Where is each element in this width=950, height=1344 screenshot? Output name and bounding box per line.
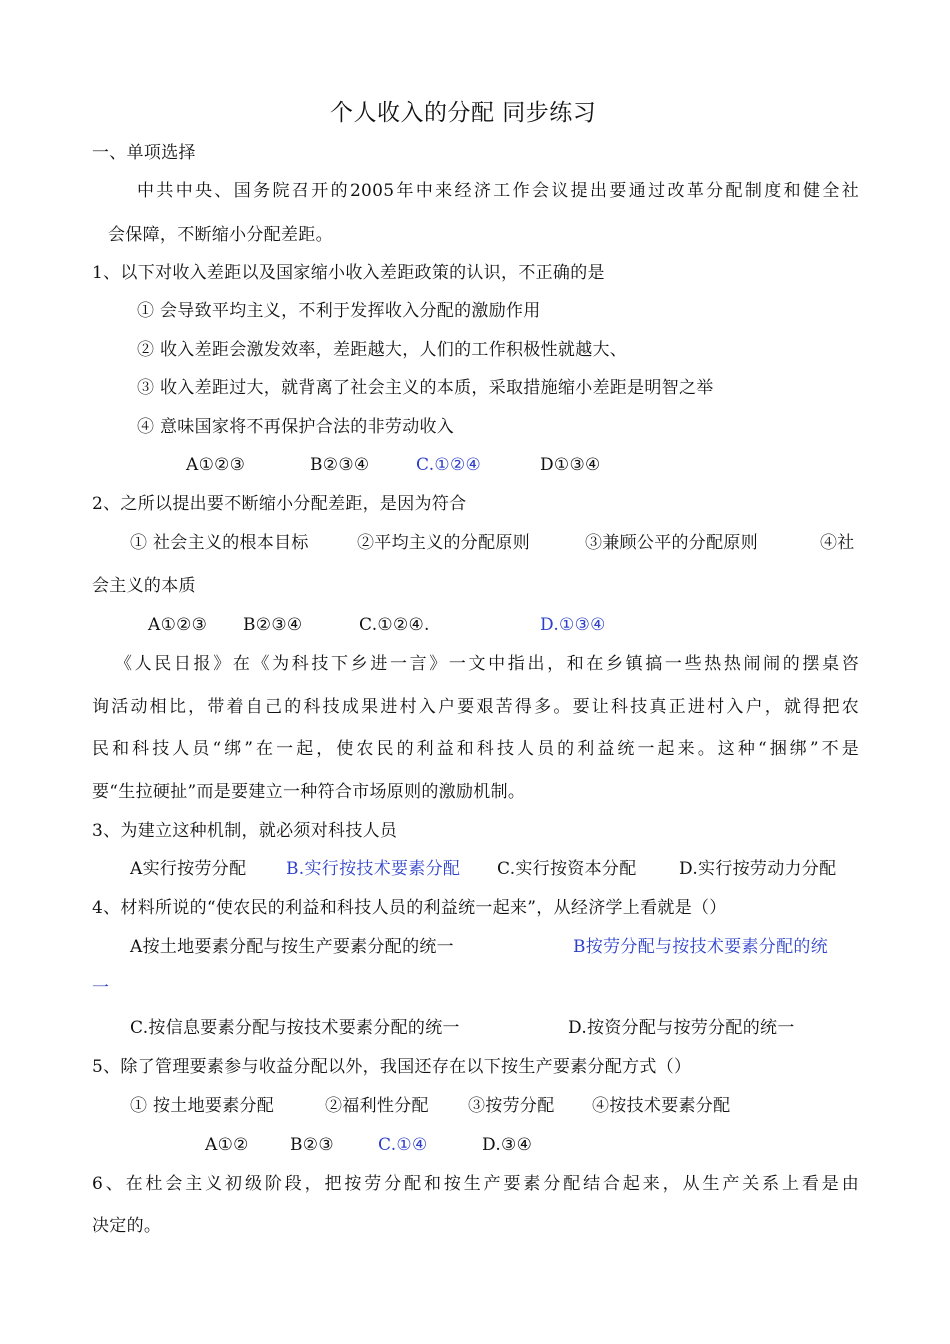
question-1-option-c-answer: C.①②④ — [416, 455, 482, 475]
question-5-option-a: A①② — [205, 1135, 249, 1155]
question-4-option-b-continued: 一 — [92, 978, 110, 998]
question-1-option-b: B②③④ — [310, 455, 370, 475]
question-3-option-d: D.实行按劳动力分配 — [679, 859, 837, 879]
question-2-option-b: B②③④ — [243, 615, 303, 635]
section-heading: 一、单项选择 — [92, 143, 196, 163]
question-5-item: ③按劳分配 — [468, 1096, 555, 1116]
page-title: 个人收入的分配 同步练习 — [330, 100, 597, 126]
question-2-stem: 2、之所以提出要不断缩小分配差距，是因为符合 — [92, 494, 467, 514]
question-4-option-b-answer: B按劳分配与按技术要素分配的统 — [573, 937, 828, 957]
question-5-item: ① 按土地要素分配 — [130, 1096, 275, 1116]
question-4-stem: 4、材料所说的“使农民的利益和科技人员的利益统一起来”，从经济学上看就是（） — [92, 898, 727, 918]
question-5-item: ②福利性分配 — [325, 1096, 429, 1116]
question-3-option-a: A实行按劳分配 — [130, 859, 247, 879]
question-1-option-d: D①③④ — [540, 455, 601, 475]
question-1-item: ② 收入差距会激发效率，差距越大，人们的工作积极性就越大、 — [137, 340, 628, 360]
question-5-option-b: B②③ — [290, 1135, 334, 1155]
passage-line: 民和科技人员“绑”在一起，使农民的利益和科技人员的利益统一起来。这种“捆绑”不是 — [92, 739, 859, 759]
question-4-option-d: D.按资分配与按劳分配的统一 — [568, 1018, 795, 1038]
question-1-item: ③ 收入差距过大，就背离了社会主义的本质，采取措施缩小差距是明智之举 — [137, 378, 714, 398]
question-4-option-a: A按土地要素分配与按生产要素分配的统一 — [130, 937, 454, 957]
question-5-item: ④按技术要素分配 — [592, 1096, 731, 1116]
passage-line: 要“生拉硬扯”而是要建立一种符合市场原则的激励机制。 — [92, 782, 526, 802]
question-1-item: ① 会导致平均主义，不利于发挥收入分配的激励作用 — [137, 301, 541, 321]
intro-paragraph-line: 会保障，不断缩小分配差距。 — [108, 225, 333, 245]
question-5-option-d: D.③④ — [482, 1135, 533, 1155]
question-5-stem: 5、除了管理要素参与收益分配以外，我国还存在以下按生产要素分配方式（） — [92, 1057, 692, 1077]
question-1-item: ④ 意味国家将不再保护合法的非劳动收入 — [137, 417, 455, 437]
passage-line: 《人民日报》在《为科技下乡进一言》一文中指出，和在乡镇搞一些热热闹闹的摆桌咨 — [115, 654, 859, 674]
question-3-stem: 3、为建立这种机制，就必须对科技人员 — [92, 821, 398, 841]
question-2-option-a: A①②③ — [148, 615, 208, 635]
question-2-item: ③兼顾公平的分配原则 — [585, 533, 758, 553]
question-2-option-d-answer: D.①③④ — [540, 615, 606, 635]
question-1-option-a: A①②③ — [186, 455, 246, 475]
question-2-item: ④社 — [820, 533, 855, 553]
question-2-option-c: C.①②④. — [359, 615, 430, 635]
question-5-option-c-answer: C.①④ — [378, 1135, 428, 1155]
question-6-stem-continued: 决定的。 — [92, 1216, 162, 1236]
question-3-option-c: C.实行按资本分配 — [497, 859, 637, 879]
question-3-option-b-answer: B.实行按技术要素分配 — [286, 859, 461, 879]
intro-paragraph-line: 中共中央、国务院召开的2005年中来经济工作会议提出要通过改革分配制度和健全社 — [137, 181, 859, 201]
question-4-option-c: C.按信息要素分配与按技术要素分配的统一 — [130, 1018, 460, 1038]
passage-line: 询活动相比，带着自己的科技成果进村入户要艰苦得多。要让科技真正进村入户，就得把农 — [92, 697, 859, 717]
question-1-stem: 1、以下对收入差距以及国家缩小收入差距政策的认识，不正确的是 — [92, 263, 605, 283]
question-2-item-continued: 会主义的本质 — [92, 576, 196, 596]
question-2-item: ②平均主义的分配原则 — [357, 533, 530, 553]
question-6-stem: 6、在杜会主义初级阶段，把按劳分配和按生产要素分配结合起来，从生产关系上看是由 — [92, 1174, 859, 1194]
question-2-item: ① 社会主义的根本目标 — [130, 533, 309, 553]
